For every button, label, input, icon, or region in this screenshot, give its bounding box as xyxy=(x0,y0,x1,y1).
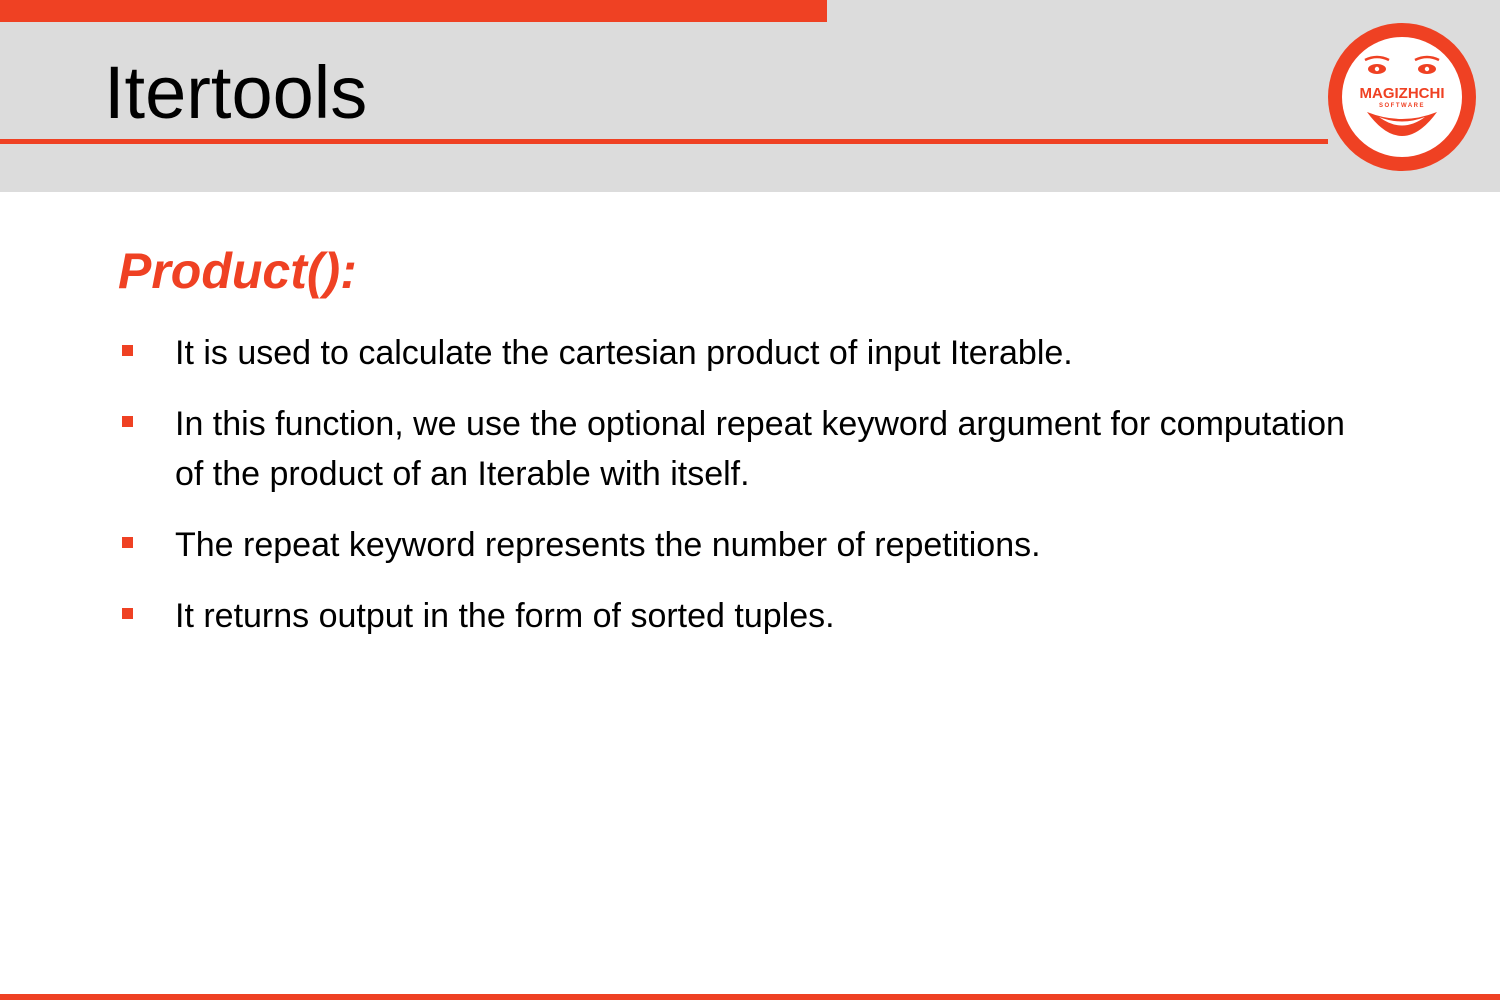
list-item xyxy=(118,399,1358,499)
square-bullet-icon xyxy=(122,416,133,427)
square-bullet-icon xyxy=(122,537,133,548)
bullet-list xyxy=(118,328,1358,662)
square-bullet-icon xyxy=(122,345,133,356)
top-accent-bar xyxy=(0,0,827,22)
bottom-accent-line xyxy=(0,994,1500,1000)
bullet-text: The repeat keyword represents the number of repetitions. xyxy=(175,526,1041,564)
logo-tagline: Every Day Happy Day xyxy=(1369,138,1435,157)
square-bullet-icon xyxy=(122,608,133,619)
list-item xyxy=(118,328,1358,378)
logo-subtitle: SOFTWARE xyxy=(1379,103,1425,109)
slide-title: Itertools xyxy=(104,51,368,134)
bullet-text: It returns output in the form of sorted tuples. xyxy=(175,597,835,635)
magizhchi-logo-icon xyxy=(1327,22,1477,172)
section-heading: Product(): xyxy=(118,243,357,299)
list-item xyxy=(118,591,1358,641)
bullet-text: In this function, we use the optional repeat keyword argument for computation of the product of an Iterable with itself. xyxy=(175,405,1345,493)
logo-name: MAGIZHCHI xyxy=(1359,85,1445,102)
list-item xyxy=(118,520,1358,570)
bullet-text: It is used to calculate the cartesian product of input Iterable. xyxy=(175,334,1073,372)
title-underline xyxy=(0,139,1328,144)
